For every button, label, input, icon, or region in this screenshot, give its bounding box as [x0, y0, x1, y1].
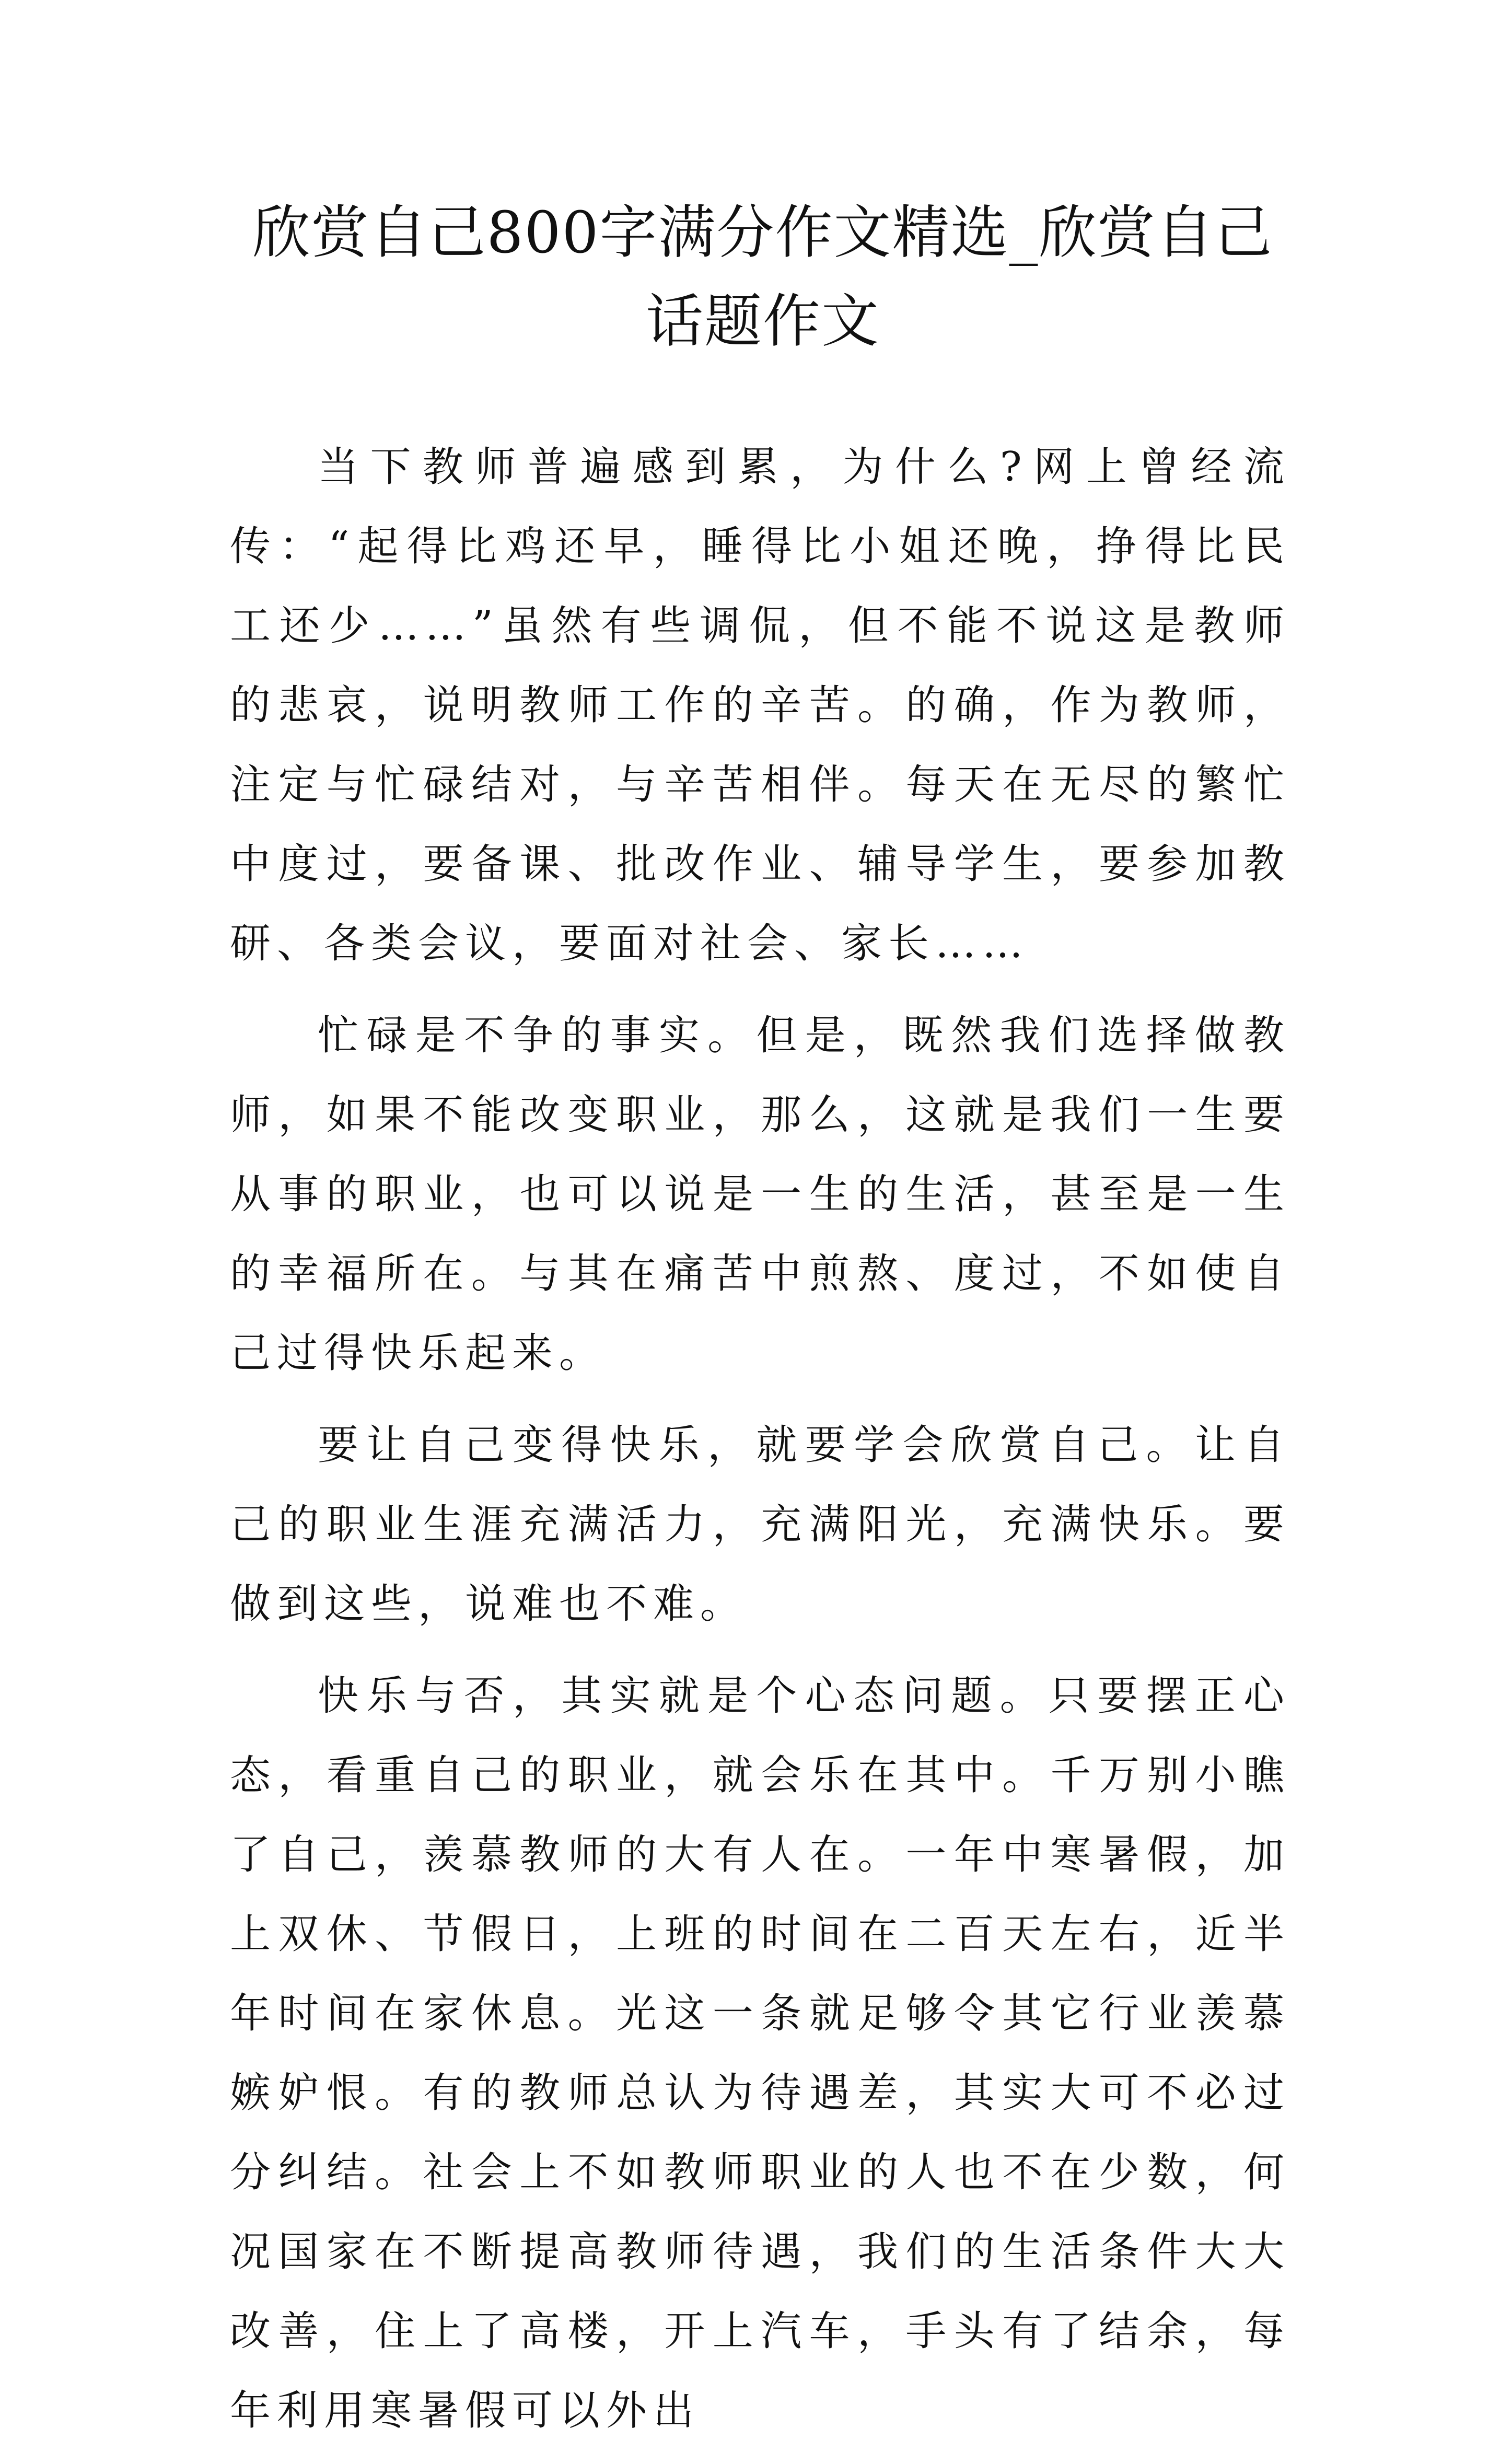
paragraph-1: 当下教师普遍感到累，为什么?网上曾经流传：“起得比鸡还早，睡得比小姐还晚，挣得比民工还少……”虽然有些调侃，但不能不说这是教师的悲哀，说明教师工作的辛苦。的确，作为教师，注定与忙碌结对，与辛苦相伴。每天在无尽的繁忙中度过，要备课、批改作业、辅导学生，要参加教研、各类会议，要面对社会、家长……	[230, 444, 1290, 967]
paragraph-2: 忙碌是不争的事实。但是，既然我们选择做教师，如果不能改变职业，那么，这就是我们一生要从事的职业，也可以说是一生的生活，甚至是一生的幸福所在。与其在痛苦中煎熬、度过，不如使自己过得快乐起来。	[230, 1012, 1290, 1377]
document-title: 欣赏自己800字满分作文精选_欣赏自己话题作文	[252, 199, 1273, 355]
paragraph-4: 快乐与否，其实就是个心态问题。只要摆正心态，看重自己的职业，就会乐在其中。千万别小瞧了自己，羡慕教师的大有人在。一年中寒暑假，加上双休、节假日，上班的时间在二百天左右，近半年时间在家休息。光这一条就足够令其它行业羡慕嫉妒恨。有的教师总认为待遇差，其实大可不必过分纠结。社会上不如教师职业的人也不在少数，何况国家在不断提高教师待遇，我们的生活条件大大改善，住上了高楼，开上汽车，手头有了结余，每年利用寒暑假可以外出	[230, 1672, 1290, 2434]
document-body	[230, 427, 1290, 2463]
paragraph-3: 要让自己变得快乐，就要学会欣赏自己。让自己的职业生涯充满活力，充满阳光，充满快乐。要做到这些，说难也不难。	[230, 1422, 1290, 1628]
